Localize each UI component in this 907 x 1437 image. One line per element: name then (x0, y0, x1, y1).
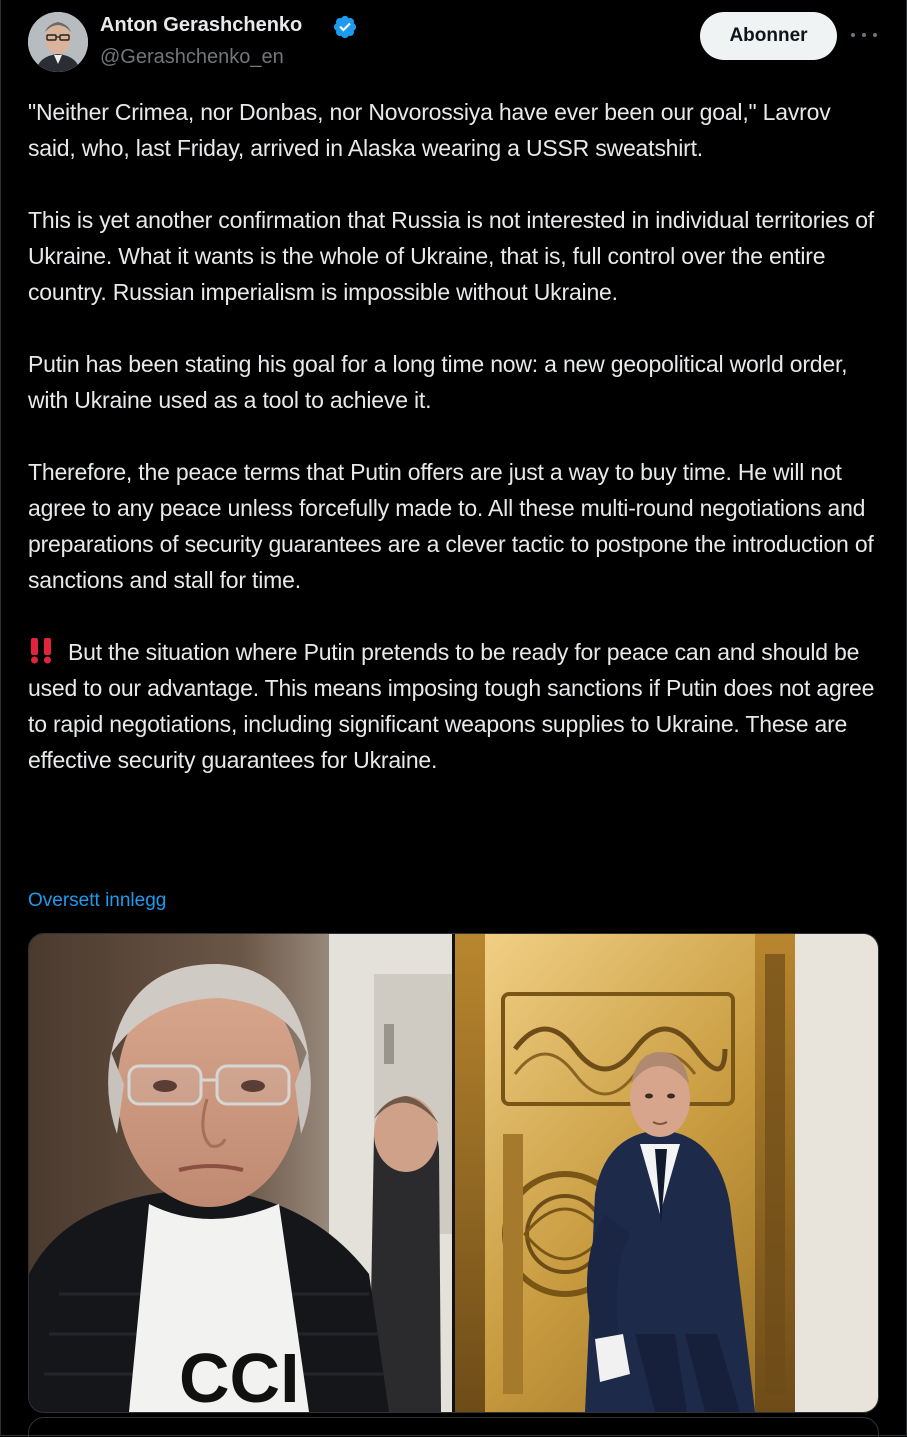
more-icon[interactable] (851, 24, 877, 46)
more-dot (862, 33, 866, 37)
photo-putin-image (455, 934, 878, 1412)
photo-lavrov[interactable] (29, 934, 452, 1412)
avatar-photo (28, 12, 88, 72)
verified-badge-icon (332, 14, 358, 40)
tweet-paragraph: Putin has been stating his goal for a long time now: a new geopolitical world order, with Ukraine used as a tool to achieve it. (28, 351, 848, 413)
tweet-paragraph: "Neither Crimea, nor Donbas, nor Novorossiya have ever been our goal," Lavrov said, who, last Friday, arrived in Alaska wearing a USSR sweatshirt. (28, 99, 831, 161)
photo-putin[interactable] (455, 934, 878, 1412)
more-dot (873, 33, 877, 37)
tweet-text (28, 94, 882, 778)
double-exclamation-icon (28, 638, 56, 664)
tweet-paragraph: Therefore, the peace terms that Putin offers are just a way to buy time. He will not agree to any peace unless forcefully made to. All these multi-round negotiations and preparations of security guarantees are a clever tactic to postpone the introduction of sanctions and stall for time. (28, 459, 874, 593)
photo-lavrov-image (29, 934, 452, 1412)
tweet-paragraph: This is yet another confirmation that Russia is not interested in individual territories of Ukraine. What it wants is the whole of Ukraine, that is, full control over the entire country. Russian imperialism is impossible without Ukraine. (28, 207, 874, 305)
tweet-paragraph: But the situation where Putin pretends to be ready for peace can and should be used to our advantage. This means imposing tough sanctions if Putin does not agree to rapid negotiations, including significant weapons supplies to Ukraine. These are effective security guarantees for Ukraine. (28, 639, 875, 773)
author-display-name[interactable]: Anton Gerashchenko (100, 14, 303, 36)
more-dot (851, 33, 855, 37)
sweatshirt-lettering: CCI (179, 1339, 300, 1412)
avatar[interactable] (28, 12, 88, 72)
follow-button[interactable]: Abonner (700, 12, 837, 60)
author-handle[interactable]: @Gerashchenko_en (100, 46, 284, 68)
next-card-edge (28, 1417, 879, 1437)
tweet-paragraph-emoji (28, 634, 882, 778)
media-grid (28, 933, 879, 1413)
translate-post-link[interactable]: Oversett innlegg (28, 890, 167, 911)
